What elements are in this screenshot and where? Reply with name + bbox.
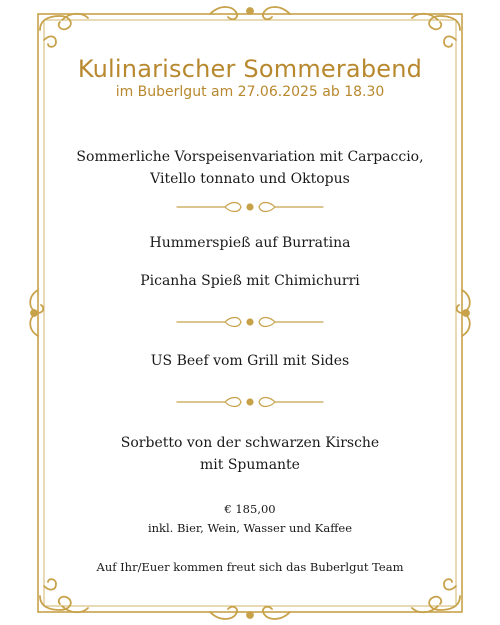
course-picanha: Picanha Spieß mit Chimichurri xyxy=(140,273,360,289)
menu-content xyxy=(60,0,440,625)
price-amount: € 185,00 xyxy=(224,502,276,516)
flourish-divider-icon xyxy=(175,200,325,214)
price-block xyxy=(60,500,440,538)
flourish-divider-icon xyxy=(175,395,325,409)
course-beef: US Beef vom Grill mit Sides xyxy=(150,353,350,369)
course-starter-line2: Vitello tonnato und Oktopus xyxy=(150,171,350,187)
event-date-subtitle: im Buberlgut am 27.06.2025 ab 18.30 xyxy=(115,84,385,100)
price-note: inkl. Bier, Wein, Wasser und Kaffee xyxy=(147,521,353,535)
course-starter xyxy=(60,146,440,190)
course-starter-line1: Sommerliche Vorspeisenvariation mit Carpaccio, xyxy=(76,149,424,165)
course-dessert-line1: Sorbetto von der schwarzen Kirsche xyxy=(120,435,380,451)
menu-title: Kulinarischer Sommerabend xyxy=(77,55,423,83)
course-lobster: Hummerspieß auf Burratina xyxy=(149,235,351,251)
course-dessert xyxy=(60,432,440,476)
flourish-divider-icon xyxy=(175,315,325,329)
footer-greeting: Auf Ihr/Euer kommen freut sich das Buberlgut Team xyxy=(96,560,404,574)
course-dessert-line2: mit Spumante xyxy=(200,457,300,473)
